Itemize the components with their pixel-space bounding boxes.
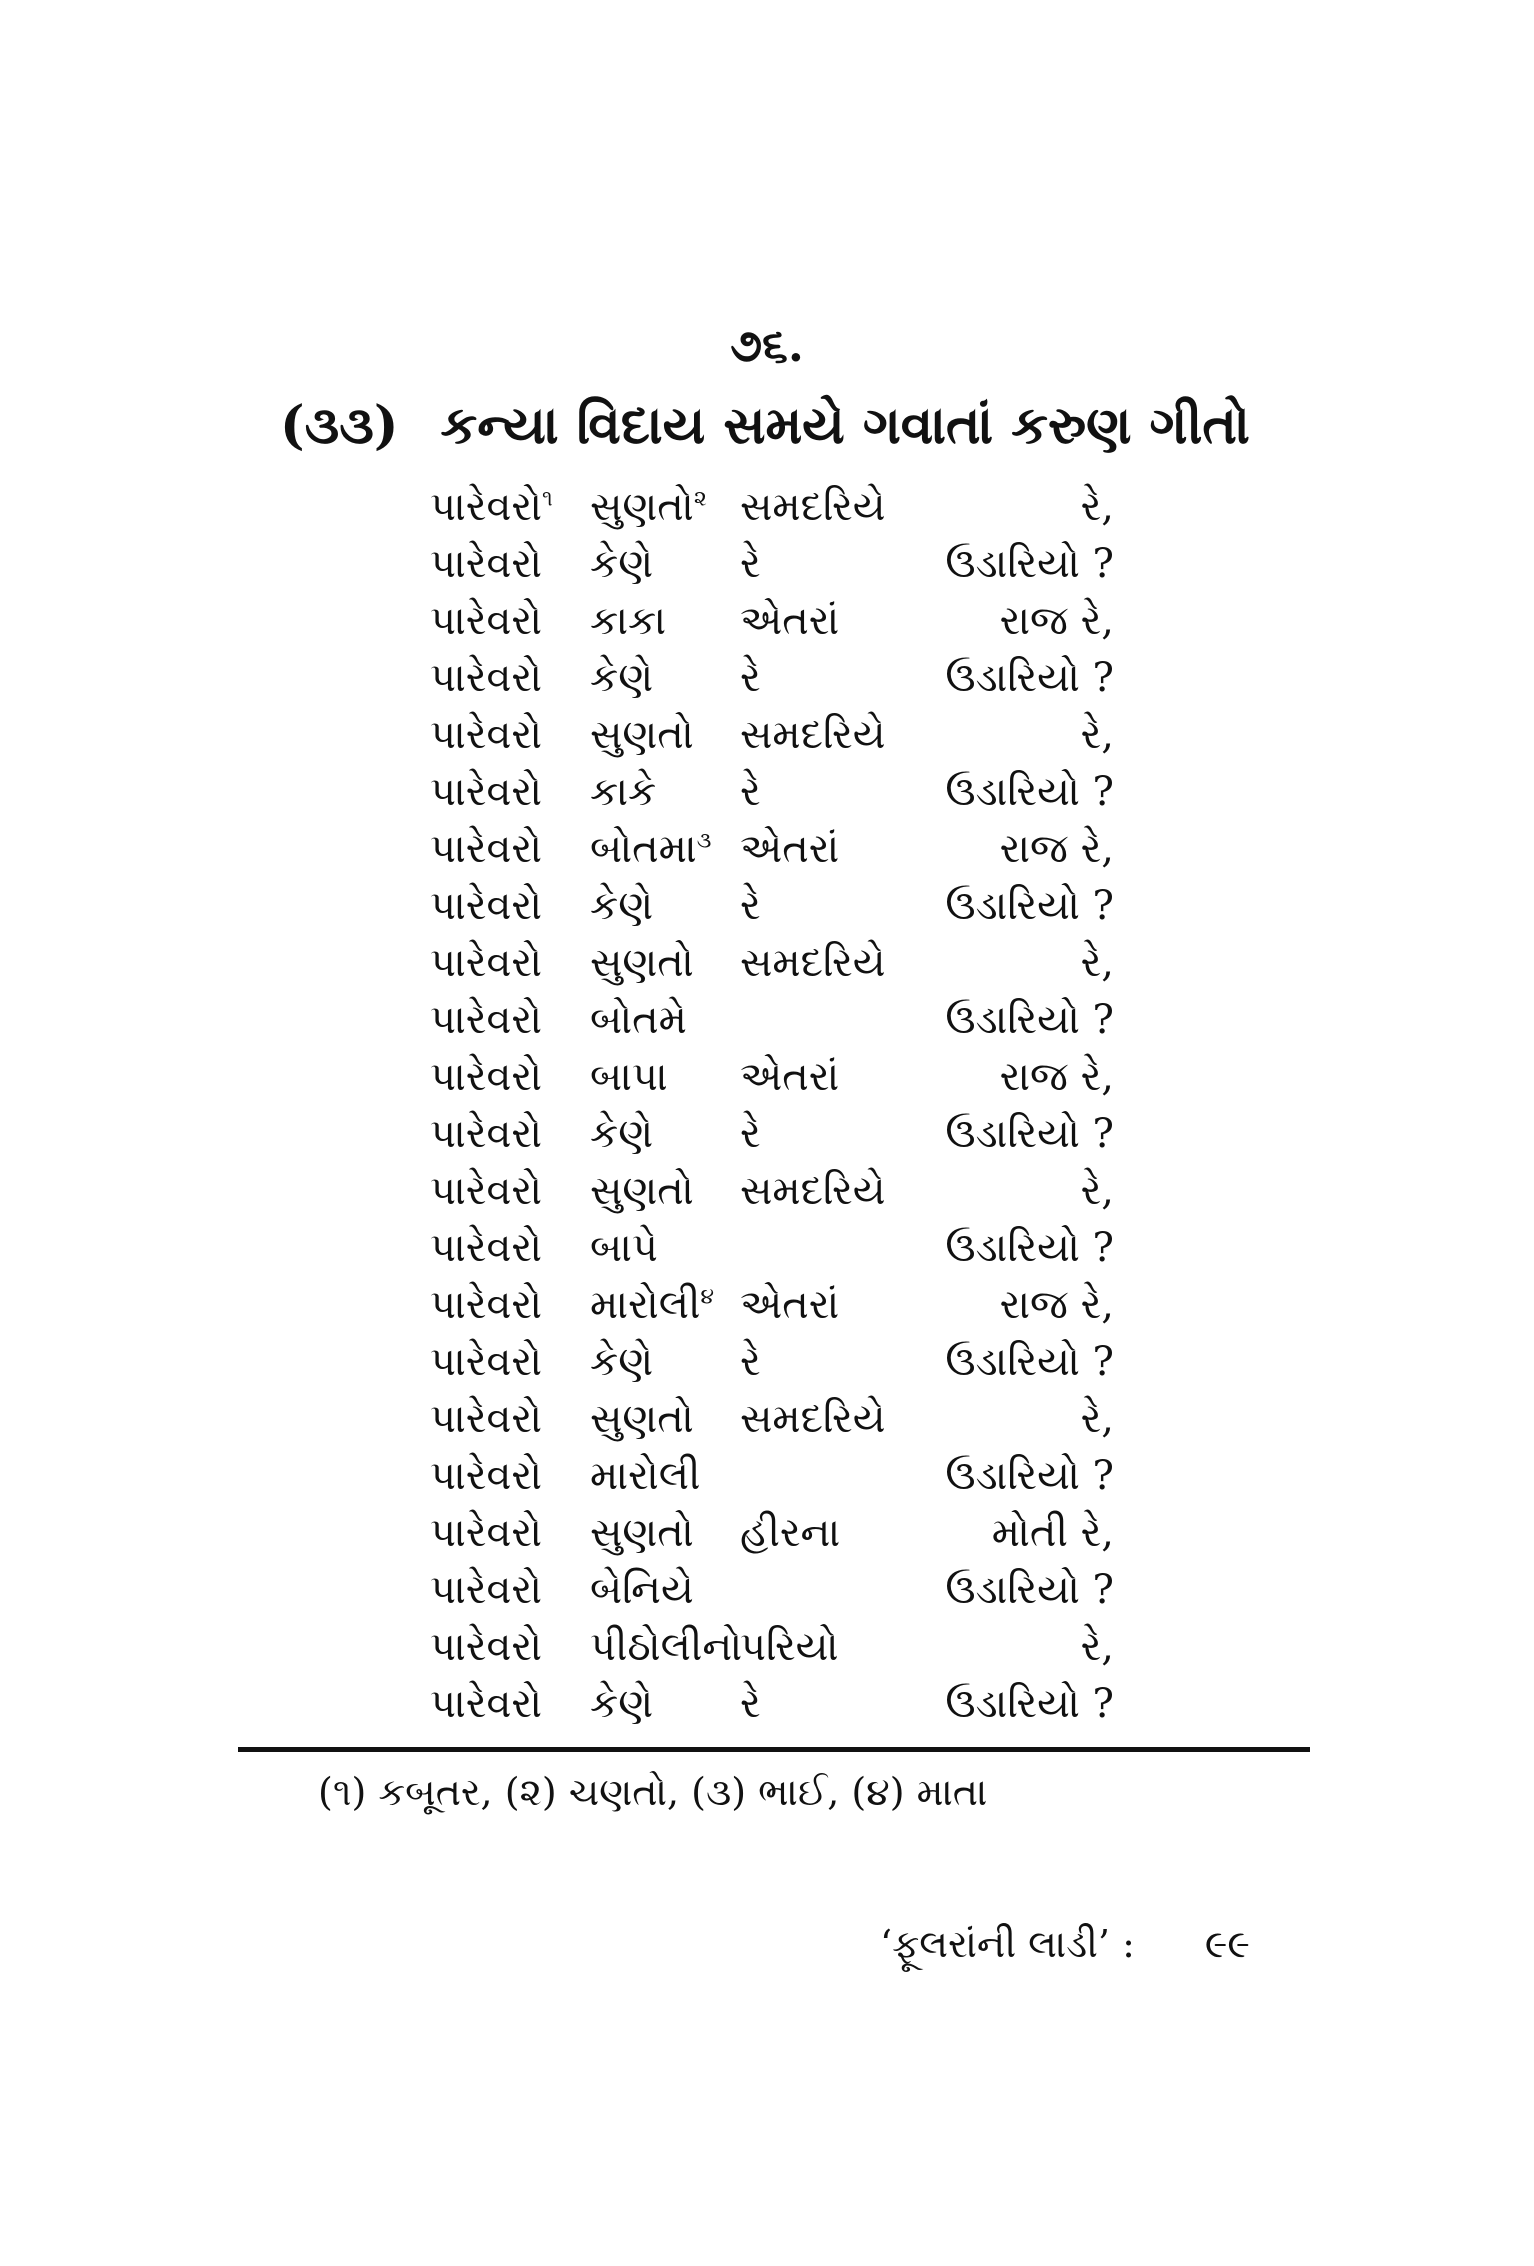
verse-line (430, 649, 1130, 706)
verse-line (430, 706, 1130, 763)
book-title: ‘ફૂલરાંની લાડી’ : (880, 1922, 1135, 1966)
verse-word: રે, (1080, 1623, 1114, 1670)
verse-word: કેણે (590, 1680, 654, 1727)
verse-word: પારેવરો (430, 996, 543, 1043)
verse-word: પારેવરો (430, 1053, 543, 1100)
verse-word (740, 997, 930, 1043)
page-number-top: ૭૬. (730, 318, 804, 372)
verse-word: પારેવરો (430, 882, 543, 929)
verse-word: સમદરિયે (740, 939, 886, 986)
verse-word: સમદરિયે (740, 1395, 886, 1442)
verse-line (430, 820, 1130, 877)
verse-word: રે, (1080, 939, 1114, 986)
verse-word: પારેવરો (430, 1566, 543, 1613)
verse-word: પારેવરો (430, 825, 543, 872)
verse-word: ઉડારિયો ? (945, 1338, 1114, 1385)
verse-word (740, 1453, 930, 1499)
song-number: (૩૩) (280, 395, 399, 456)
verse-word: પારેવરો (430, 597, 543, 644)
verse-word: પારેવરો (430, 1680, 543, 1727)
verse-word: કેણે (590, 654, 654, 701)
verse-word: એતરાં (740, 825, 840, 872)
verse-word: રે, (1080, 711, 1114, 758)
footnote-marker: ૪ (700, 1284, 715, 1310)
verse-word: રે (740, 768, 761, 815)
verse-line (430, 1105, 1130, 1162)
verse-word: પારેવરો (430, 1623, 543, 1670)
verse-word: પારેવરો (430, 1110, 543, 1157)
verse-word: પારેવરો$^૧$ (430, 483, 553, 530)
verse-word: પીઠોલીનો (590, 1623, 743, 1670)
verse-word: પારેવરો (430, 939, 543, 986)
footnotes: (૧) કબૂતર, (૨) ચણતો, (૩) ભાઈ, (૪) માતા (318, 1770, 988, 1814)
verse-word: કેણે (590, 1110, 654, 1157)
verse-word: કેણે (590, 540, 654, 587)
verse-word: રાજ રે, (999, 597, 1114, 644)
verse-word: ઉડારિયો ? (945, 882, 1114, 929)
verse-word: રે (740, 882, 761, 929)
verse-line (430, 763, 1130, 820)
verse-word: ઉડારિયો ? (945, 1224, 1114, 1271)
verse-word: પારેવરો (430, 711, 543, 758)
song-title: કન્યા વિદાય સમયે ગવાતાં કરુણ ગીતો (440, 395, 1250, 456)
verse-word: બોતમા$^૩$ (590, 825, 712, 872)
verse-word: કાકા (590, 597, 667, 644)
verse-word: રે (740, 1338, 761, 1385)
verse-word: પારેવરો (430, 1224, 543, 1271)
verse-line (430, 877, 1130, 934)
verse-word: પારેવરો (430, 1452, 543, 1499)
verse-word: રે (740, 1110, 761, 1157)
verse-word: મોતી રે, (991, 1509, 1114, 1556)
verse-word (740, 1567, 930, 1613)
verse-word: બોતમે (590, 996, 687, 1043)
verse-word: ઉડારિયો ? (945, 540, 1114, 587)
verse-word: મારોલી$^૪$ (590, 1281, 715, 1328)
verse-word: રાજ રે, (999, 1053, 1114, 1100)
verse-word: પારેવરો (430, 540, 543, 587)
verse-word: એતરાં (740, 1281, 840, 1328)
verse-word: કેણે (590, 1338, 654, 1385)
footnote-marker: ૩ (696, 828, 712, 854)
verse-line (430, 478, 1130, 535)
verse-line (430, 592, 1130, 649)
verse-line (430, 934, 1130, 991)
verse-word: કાકે (590, 768, 657, 815)
verse-word: સુણતો (590, 1395, 694, 1442)
verse-word: સમદરિયે (740, 1167, 886, 1214)
verse-word: પારેવરો (430, 1395, 543, 1442)
verse-word: પારેવરો (430, 1167, 543, 1214)
verse-word: ઉડારિયો ? (945, 1110, 1114, 1157)
verse-word: પારેવરો (430, 1281, 543, 1328)
verse-word: રાજ રે, (999, 825, 1114, 872)
verse-line (430, 1561, 1130, 1618)
verse-word: હીરના (740, 1509, 841, 1556)
verse-line (430, 1276, 1130, 1333)
verse-word: સુણતો (590, 1167, 694, 1214)
verse-word: રે (740, 654, 761, 701)
verse-word: ઉડારિયો ? (945, 996, 1114, 1043)
verse-word: ઉડારિયો ? (945, 1680, 1114, 1727)
verse-line (430, 1675, 1130, 1732)
verse-word: ઉડારિયો ? (945, 1566, 1114, 1613)
verse-line (430, 1162, 1130, 1219)
verse-word: સુણતો (590, 711, 694, 758)
verse-word: રે, (1080, 1167, 1114, 1214)
footnote-marker: ૨ (693, 486, 707, 512)
verse-word: બાપા (590, 1053, 668, 1100)
verse-word: એતરાં (740, 597, 840, 644)
verse-word: ઉડારિયો ? (945, 1452, 1114, 1499)
verse-word: પારેવરો (430, 1509, 543, 1556)
footnote-marker: ૧ (542, 486, 553, 512)
verse-word: રે (740, 540, 761, 587)
verse-line (430, 1504, 1130, 1561)
page-footer (880, 1922, 1250, 1967)
verse-line (430, 1048, 1130, 1105)
verse-word: સુણતો (590, 939, 694, 986)
song-verse (430, 478, 1130, 1732)
verse-word: બાપે (590, 1224, 658, 1271)
verse-word: પરિયો (740, 1623, 839, 1670)
footnote-divider (238, 1747, 1310, 1752)
verse-line (430, 1447, 1130, 1504)
verse-word: સુણતો$^૨$ (590, 483, 707, 530)
verse-word: પારેવરો (430, 1338, 543, 1385)
verse-word: સમદરિયે (740, 711, 886, 758)
verse-word (740, 1225, 930, 1271)
verse-word: રે, (1080, 1395, 1114, 1442)
verse-word: સમદરિયે (740, 483, 886, 530)
verse-line (430, 1390, 1130, 1447)
verse-word: ઉડારિયો ? (945, 654, 1114, 701)
verse-word: ઉડારિયો ? (945, 768, 1114, 815)
verse-line (430, 1333, 1130, 1390)
verse-line (430, 991, 1130, 1048)
verse-line (430, 535, 1130, 592)
verse-word: રાજ રે, (999, 1281, 1114, 1328)
verse-line (430, 1219, 1130, 1276)
verse-word: સુણતો (590, 1509, 694, 1556)
verse-word: પારેવરો (430, 768, 543, 815)
verse-word: બેનિયે (590, 1566, 694, 1613)
verse-word: રે (740, 1680, 761, 1727)
verse-word: મારોલી (590, 1452, 701, 1499)
song-heading (280, 395, 1300, 457)
verse-word: રે, (1080, 483, 1114, 530)
verse-word: એતરાં (740, 1053, 840, 1100)
verse-word: પારેવરો (430, 654, 543, 701)
page-number: ૯૯ (1204, 1922, 1250, 1966)
verse-line (430, 1618, 1130, 1675)
verse-word: કેણે (590, 882, 654, 929)
